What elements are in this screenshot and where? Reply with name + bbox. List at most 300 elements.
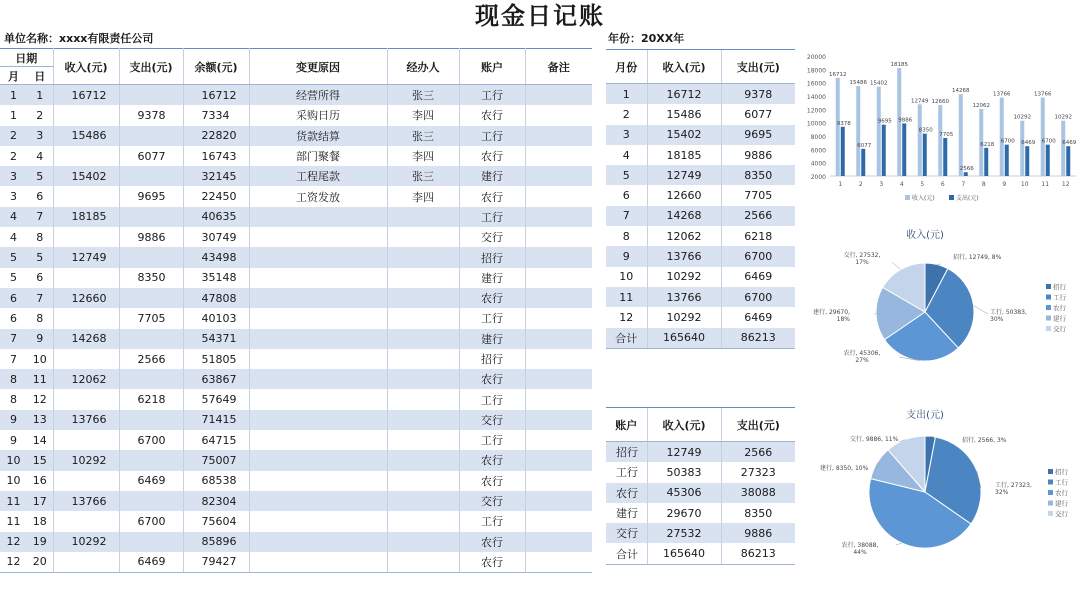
slice-label-text: [842, 541, 879, 549]
legend-swatch: [1048, 469, 1053, 474]
bar-data-label: 15402: [870, 80, 888, 87]
handler-cell: 李四: [387, 186, 459, 206]
day-cell: 7: [27, 207, 53, 227]
month-cell: 12: [0, 552, 27, 573]
balance-cell: 63867: [183, 369, 249, 389]
note-cell: [525, 410, 592, 430]
expense-cell: 6700: [721, 246, 795, 266]
row-key-cell: 建行: [616, 507, 638, 521]
expense-bar: [1066, 146, 1070, 176]
income-cell: 15402: [647, 125, 721, 145]
income-cell: 18185: [647, 145, 721, 165]
legend-swatch: [1048, 501, 1053, 506]
table-row: [0, 85, 592, 106]
slice-value: 8350: [835, 465, 852, 472]
day-cell: 5: [27, 247, 53, 267]
note-cell: [525, 389, 592, 409]
month-cell: 3: [10, 190, 17, 204]
slice-sep: ,: [876, 542, 879, 549]
note-cell: [525, 430, 592, 450]
balance-cell: 51805: [183, 349, 249, 369]
expense-cell: 8350: [119, 268, 183, 288]
row-key-cell: 6: [622, 189, 630, 203]
expense-cell: [119, 288, 183, 308]
day-cell: 9: [27, 329, 53, 349]
slice-label-text: [850, 435, 885, 443]
y-tick-label: 18000: [806, 67, 826, 75]
note-cell: [525, 146, 592, 166]
handler-cell: [387, 450, 459, 470]
day-cell: 11: [27, 369, 53, 389]
note-cell: [525, 207, 592, 227]
legend-swatch: [1046, 284, 1051, 289]
reason-cell: [249, 288, 387, 308]
handler-cell: 张三: [387, 166, 459, 186]
income-cell: 15402: [53, 166, 119, 186]
balance-cell: 43498: [183, 247, 249, 267]
table-row: [0, 268, 592, 288]
note-cell: [525, 450, 592, 470]
table-row: [0, 410, 592, 430]
expense-cell: 38088: [721, 483, 795, 503]
slice-label-text: [813, 308, 850, 316]
balance-cell: 68538: [183, 471, 249, 491]
income-cell: [53, 389, 119, 409]
header-handler: 经办人: [387, 49, 459, 85]
slice-data-label: [962, 436, 1007, 444]
expense-cell: 6469: [119, 471, 183, 491]
x-tick-label: 6: [940, 181, 945, 188]
table-row: [0, 247, 592, 267]
balance-cell: 79427: [183, 552, 249, 573]
leader-line: [892, 262, 901, 270]
account-cell: 工行: [459, 207, 525, 227]
expense-bar: [841, 127, 845, 176]
slice-pct-line: [995, 489, 1009, 496]
handler-cell: [387, 308, 459, 328]
row-key-cell: 1: [606, 84, 647, 105]
row-key-cell: 11: [606, 287, 647, 307]
expense-cell: [119, 450, 183, 470]
expense-bar: [943, 138, 947, 176]
month-cell: 12: [0, 532, 27, 552]
income-cell: 50383: [647, 462, 721, 482]
legend-label: 招行: [1055, 468, 1068, 476]
x-tick-label: 8: [981, 181, 986, 188]
expense-cell: 6218: [721, 226, 795, 246]
balance-cell: 40635: [183, 207, 249, 227]
slice-value: 27323: [1010, 482, 1030, 489]
expense-cell: 6469: [721, 267, 795, 287]
slice-pct: 30%: [990, 316, 1004, 323]
header-account: 账户: [459, 49, 525, 85]
income-cell: 16712: [53, 85, 119, 106]
account-cell: 农行: [459, 146, 525, 166]
expense-cell: 6077: [721, 104, 795, 124]
slice-name: 招行: [953, 254, 966, 261]
account-summary-table: [606, 407, 795, 565]
table-row: [0, 450, 592, 470]
slice-pct-line: [990, 316, 1004, 323]
slice-sep: ,: [853, 542, 858, 549]
table-row: [606, 185, 795, 205]
legend-swatch: [949, 195, 954, 200]
expense-bar: [923, 134, 927, 176]
slice-sep: ,: [855, 350, 860, 357]
bar-data-label: 10292: [1013, 114, 1031, 121]
slice-sep: ,: [832, 465, 836, 472]
handler-cell: [387, 491, 459, 511]
income-bar: [1000, 98, 1004, 176]
income-bar: [1020, 121, 1024, 176]
bar-data-label: 9378: [836, 120, 851, 127]
y-tick-label: 10000: [806, 120, 826, 128]
x-tick-label: 12: [1061, 181, 1070, 188]
account-cell: 工行: [459, 389, 525, 409]
note-cell: [525, 349, 592, 369]
slice-value: 9886: [865, 436, 882, 443]
reason-cell: [249, 430, 387, 450]
reason-cell: 货款结算: [249, 126, 387, 146]
slice-data-label: [842, 541, 879, 556]
balance-cell: 40103: [183, 308, 249, 328]
handler-cell: [387, 430, 459, 450]
expense-cell: [119, 126, 183, 146]
slice-value: 45306: [859, 350, 879, 357]
slice-sep: ,: [987, 254, 992, 261]
table-row: [0, 552, 592, 573]
slice-pct-line: [885, 436, 899, 443]
balance-cell: 64715: [183, 430, 249, 450]
header-note: 备注: [525, 49, 592, 85]
table-row: [0, 511, 592, 531]
handler-cell: [387, 288, 459, 308]
legend-swatch: [1046, 326, 1051, 331]
expense-bar: [882, 125, 886, 176]
income-pie-chart: [800, 222, 1080, 377]
monthly-summary-table: [606, 49, 795, 349]
note-cell: [525, 85, 592, 106]
account-cell: 农行: [459, 186, 525, 206]
slice-pct: 27%: [855, 357, 869, 364]
balance-cell: 82304: [183, 491, 249, 511]
income-bar: [836, 78, 840, 176]
income-bar: [877, 87, 881, 176]
slice-name: 农行: [843, 350, 856, 357]
note-cell: [525, 552, 592, 573]
income-cell: 27532: [647, 523, 721, 543]
income-cell: 29670: [647, 503, 721, 523]
row-key-cell: 12: [619, 310, 634, 324]
income-bar: [938, 105, 942, 176]
bar-data-label: 6218: [980, 141, 995, 148]
slice-pct: 10%: [854, 465, 869, 472]
reason-cell: [249, 491, 387, 511]
balance-cell: 35148: [183, 268, 249, 288]
handler-cell: 李四: [387, 146, 459, 166]
handler-cell: [387, 349, 459, 369]
slice-sep: ,: [851, 465, 855, 472]
table-row: [606, 442, 795, 463]
account-cell: 交行: [459, 227, 525, 247]
reason-cell: [249, 349, 387, 369]
header-day: 日: [27, 67, 53, 85]
table-row: [0, 491, 592, 511]
expense-cell: 2566: [721, 206, 795, 226]
slice-name: 交行: [843, 252, 856, 259]
slice-label-text: [962, 436, 997, 444]
bar-data-label: 13766: [1034, 91, 1052, 98]
row-key-cell: 5: [606, 165, 647, 185]
leader-line: [896, 543, 902, 545]
table-row: [606, 246, 795, 266]
slice-pct-line: [855, 465, 869, 472]
income-cell: 12660: [53, 288, 119, 308]
expense-cell: 8350: [721, 503, 795, 523]
table-row: [606, 267, 795, 287]
handler-cell: 张三: [387, 85, 459, 106]
month-cell: 5: [10, 271, 17, 285]
legend-label: 工行: [1055, 478, 1068, 487]
reason-cell: [249, 247, 387, 267]
expense-cell: 9378: [721, 84, 795, 105]
row-key-cell: 招行: [606, 442, 647, 463]
note-cell: [525, 369, 592, 389]
table-row: [606, 84, 795, 105]
x-tick-label: 2: [858, 181, 863, 188]
balance-cell: 16743: [183, 146, 249, 166]
note-cell: [525, 532, 592, 552]
month-cell: 2: [10, 149, 17, 163]
legend-swatch: [1048, 480, 1053, 485]
slice-pct-line: [855, 259, 869, 266]
pie-title: 支出(元): [906, 410, 944, 421]
pie-title: 收入(元): [906, 230, 944, 241]
income-cell: 10292: [647, 307, 721, 327]
expense-bar: [1046, 145, 1050, 176]
expense-cell: [119, 369, 183, 389]
expense-bar: [984, 148, 988, 176]
note-cell: [525, 288, 592, 308]
bar-data-label: 6700: [1000, 138, 1015, 145]
income-cell: 13766: [647, 246, 721, 266]
reason-cell: [249, 268, 387, 288]
income-cell: 13766: [53, 491, 119, 511]
handler-cell: [387, 532, 459, 552]
month-cell: 10: [6, 474, 21, 488]
slice-name: 建行: [813, 309, 826, 316]
income-cell: 18185: [53, 207, 119, 227]
income-bar: [1041, 98, 1045, 176]
reason-cell: [249, 471, 387, 491]
table-row: [606, 483, 795, 503]
bar-data-label: 9886: [898, 117, 913, 124]
expense-cell: 9886: [721, 523, 795, 543]
slice-label-text: [995, 481, 1032, 489]
expense-cell: [119, 532, 183, 552]
bar-data-label: 8350: [918, 127, 933, 134]
header-expense: 支出(元): [721, 408, 795, 442]
slice-sep: ,: [878, 252, 881, 259]
expense-cell: 27323: [721, 462, 795, 482]
bar-data-label: 2566: [959, 166, 974, 173]
expense-cell: 8350: [721, 165, 795, 185]
expense-cell: 9378: [119, 105, 183, 125]
table-row: [0, 532, 592, 552]
expense-cell: 7705: [721, 185, 795, 205]
account-cell: 工行: [459, 430, 525, 450]
month-cell: 1: [0, 85, 27, 106]
header-income: 收入(元): [53, 49, 119, 85]
table-row: [0, 207, 592, 227]
note-cell: [525, 268, 592, 288]
bar-data-label: 18185: [890, 62, 908, 69]
slice-sep: ,: [965, 254, 969, 261]
balance-cell: 57649: [183, 389, 249, 409]
balance-cell: 22820: [183, 126, 249, 146]
day-cell: 6: [36, 190, 44, 204]
expense-cell: 2566: [119, 349, 183, 369]
legend-swatch: [1046, 305, 1051, 310]
table-row: [606, 462, 795, 482]
expense-cell: 9886: [119, 227, 183, 247]
table-row: [606, 125, 795, 145]
expense-cell: [119, 207, 183, 227]
balance-cell: 71415: [183, 410, 249, 430]
note-cell: [525, 227, 592, 247]
income-cell: 15486: [53, 126, 119, 146]
day-cell: 16: [32, 474, 47, 488]
y-tick-label: 12000: [806, 107, 826, 115]
income-cell: 45306: [647, 483, 721, 503]
x-tick-label: 3: [879, 181, 884, 188]
legend-label: 收入(元): [912, 195, 935, 202]
month-cell: 6: [10, 311, 17, 325]
slice-value: 12749: [968, 254, 988, 261]
table-row: [0, 389, 592, 409]
expense-pie-chart: [800, 400, 1080, 568]
legend-label: 交行: [1053, 325, 1066, 333]
bar-data-label: 12660: [931, 98, 949, 105]
table-row: [0, 329, 592, 349]
balance-cell: 30749: [183, 227, 249, 247]
slice-name: 招行: [962, 437, 975, 444]
month-cell: 7: [0, 329, 27, 349]
header-date: 日期: [0, 49, 53, 67]
reason-cell: 经营所得: [249, 85, 387, 106]
slice-data-label: [995, 481, 1032, 496]
slice-name: 交行: [850, 436, 863, 443]
expense-cell: 86213: [721, 328, 795, 349]
account-cell: 交行: [459, 410, 525, 430]
reason-cell: [249, 532, 387, 552]
slice-pct: 18%: [836, 316, 850, 323]
table-row: [0, 186, 592, 206]
day-cell: 1: [27, 85, 53, 106]
slice-pct: 44%: [853, 549, 867, 556]
handler-cell: [387, 389, 459, 409]
account-cell: 建行: [459, 329, 525, 349]
day-cell: 13: [27, 410, 53, 430]
reason-cell: 工程尾款: [249, 166, 387, 186]
income-cell: [53, 308, 119, 328]
month-cell: 7: [10, 352, 17, 366]
slice-sep: ,: [862, 436, 866, 443]
row-key-cell: 2: [622, 107, 630, 121]
x-tick-label: 10: [1020, 181, 1029, 188]
day-cell: 18: [32, 514, 47, 528]
y-tick-label: 16000: [806, 80, 826, 88]
handler-cell: [387, 369, 459, 389]
account-cell: 农行: [459, 471, 525, 491]
bar-data-label: 16712: [829, 71, 847, 78]
header-expense: 支出(元): [721, 50, 795, 84]
leader-line: [974, 306, 988, 314]
expense-cell: 6700: [721, 287, 795, 307]
expense-cell: 6469: [721, 307, 795, 327]
header-month: 月份: [606, 50, 647, 84]
income-cell: [53, 105, 119, 125]
slice-name: 工行: [990, 309, 1003, 316]
slice-value: 29670: [828, 309, 849, 316]
account-cell: 建行: [459, 166, 525, 186]
month-cell: 6: [0, 288, 27, 308]
expense-cell: 6218: [119, 389, 183, 409]
y-tick-label: 20000: [806, 54, 826, 61]
income-cell: 12062: [647, 226, 721, 246]
income-bar: [1061, 121, 1065, 176]
bar-data-label: 9695: [877, 118, 892, 125]
expense-cell: [119, 491, 183, 511]
income-cell: 10292: [53, 450, 119, 470]
table-row: [606, 543, 795, 564]
reason-cell: [249, 410, 387, 430]
account-cell: 建行: [459, 268, 525, 288]
month-cell: 10: [0, 450, 27, 470]
month-cell: 4: [10, 230, 17, 244]
year-label: 年份：20XX年: [608, 32, 685, 45]
expense-cell: [119, 329, 183, 349]
legend-label: 农行: [1055, 489, 1068, 497]
month-cell: 8: [10, 393, 17, 407]
row-key-cell: 9: [606, 246, 647, 266]
note-cell: [525, 511, 592, 531]
slice-sep: ,: [1007, 482, 1011, 489]
reason-cell: 采购日历: [249, 105, 387, 125]
legend-label: 建行: [1053, 314, 1066, 323]
day-cell: 5: [27, 166, 53, 186]
expense-cell: [119, 166, 183, 186]
header-balance: 余额(元): [183, 49, 249, 85]
account-cell: 工行: [459, 308, 525, 328]
bar-data-label: 14268: [952, 88, 970, 95]
reason-cell: 工资发放: [249, 186, 387, 206]
legend-swatch: [905, 195, 910, 200]
slice-sep: ,: [1029, 482, 1032, 489]
y-tick-label: 8000: [810, 134, 826, 141]
income-cell: [53, 186, 119, 206]
bar-data-label: 6469: [1021, 140, 1036, 147]
balance-cell: 22450: [183, 186, 249, 206]
slice-name: 建行: [820, 465, 833, 472]
expense-bar: [902, 123, 906, 176]
account-cell: 招行: [459, 349, 525, 369]
month-cell: 9: [0, 410, 27, 430]
balance-cell: 16712: [183, 85, 249, 106]
table-row: [606, 328, 795, 349]
cash-journal-table: [0, 48, 592, 573]
table-row: [0, 166, 592, 186]
